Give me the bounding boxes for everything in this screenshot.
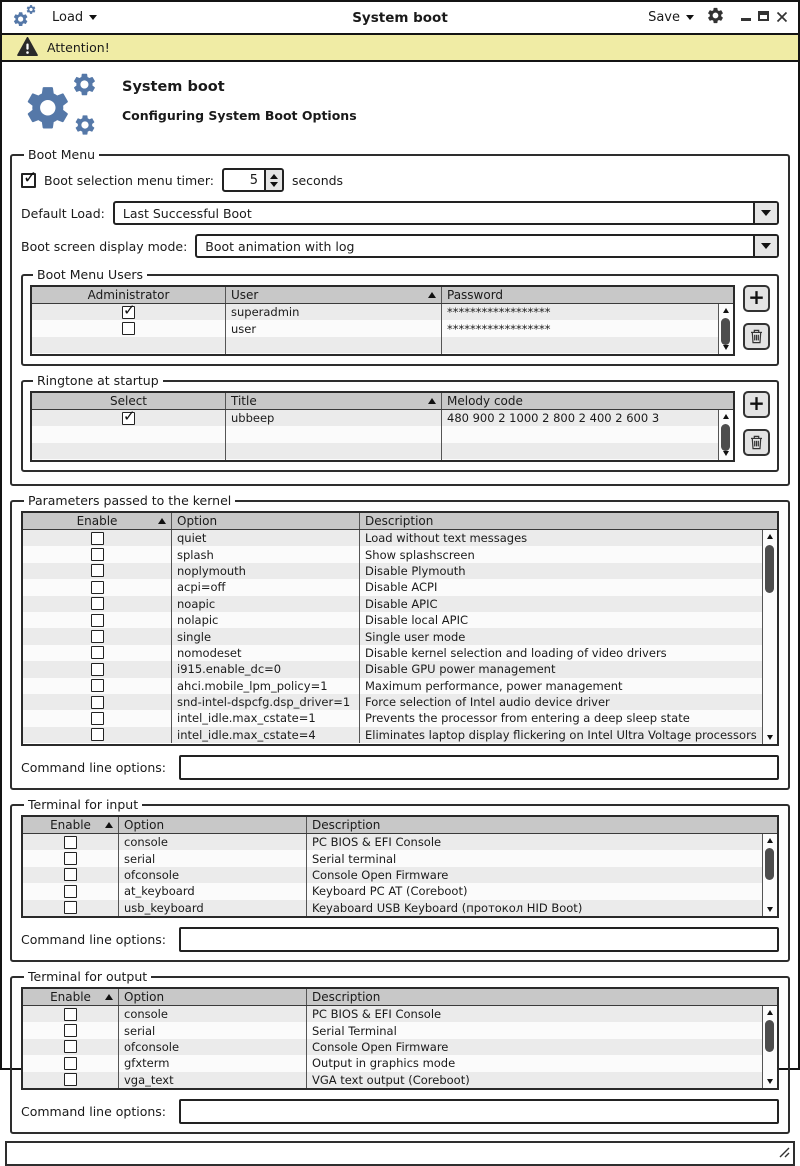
scroll-up-button[interactable] — [763, 834, 777, 847]
table-row[interactable] — [23, 530, 762, 546]
description-cell: Eliminates laptop display flickering on Intel Ultra Voltage processors — [365, 727, 757, 742]
timer-spinner[interactable] — [222, 168, 284, 192]
enable-checkbox[interactable] — [64, 885, 77, 898]
kernel-params-table — [21, 511, 779, 746]
trash-icon — [750, 329, 763, 344]
sort-ascending-icon — [105, 994, 113, 1000]
title-cell: ubbeep — [231, 411, 275, 426]
boot-menu-users-section — [21, 267, 779, 366]
option-cell: ofconsole — [124, 867, 180, 882]
table-row[interactable] — [23, 850, 762, 866]
terminal-output-legend: Terminal for output — [28, 969, 148, 984]
description-cell: Disable APIC — [365, 596, 438, 611]
table-header-row — [23, 989, 777, 1006]
scrollbar-track[interactable] — [763, 543, 777, 731]
system-boot-gears-icon — [22, 71, 106, 143]
page-header — [2, 62, 798, 147]
table-row[interactable] — [23, 596, 762, 612]
option-cell: nolapic — [177, 613, 219, 628]
enable-checkbox[interactable] — [64, 1024, 77, 1037]
timer-checkbox[interactable] — [21, 173, 36, 188]
enable-checkbox[interactable] — [91, 712, 104, 725]
enable-checkbox[interactable] — [64, 1008, 77, 1021]
option-cell: usb_keyboard — [124, 900, 204, 915]
scrollbar-track[interactable] — [763, 847, 777, 903]
description-cell: Keyboard PC AT (Coreboot) — [312, 884, 468, 899]
table-row[interactable] — [23, 1022, 762, 1038]
display-mode-select[interactable] — [195, 234, 779, 258]
sort-ascending-icon — [428, 292, 436, 298]
ringtone-table — [30, 391, 735, 462]
table-row[interactable] — [23, 661, 762, 677]
column-header-description[interactable]: Description — [306, 989, 777, 1005]
status-bar — [5, 1141, 795, 1166]
description-cell: PC BIOS & EFI Console — [312, 1007, 442, 1022]
description-cell: Load without text messages — [365, 531, 528, 546]
option-cell: gfxterm — [124, 1056, 170, 1071]
table-row[interactable] — [23, 546, 762, 562]
terminal-output-cmdline-input[interactable] — [179, 1099, 779, 1124]
enable-checkbox[interactable] — [64, 1057, 77, 1070]
select-checkbox[interactable] — [122, 412, 135, 425]
column-header-option[interactable]: Option — [171, 513, 359, 529]
table-row[interactable] — [32, 410, 718, 426]
enable-checkbox[interactable] — [91, 548, 104, 561]
attention-label: Attention! — [47, 40, 110, 55]
table-row[interactable] — [23, 694, 762, 710]
maximize-button[interactable] — [758, 11, 769, 21]
enable-checkbox[interactable] — [91, 728, 104, 741]
enable-checkbox[interactable] — [91, 696, 104, 709]
option-cell: acpi=off — [177, 580, 226, 595]
triangle-down-icon — [723, 345, 729, 350]
terminal-input-section — [10, 797, 790, 962]
description-cell: Prevents the processor from entering a deep sleep state — [365, 711, 690, 726]
description-cell: Console Open Firmware — [312, 867, 449, 882]
scrollbar-track[interactable] — [763, 1019, 777, 1075]
triangle-up-icon — [723, 414, 729, 419]
enable-checkbox[interactable] — [91, 679, 104, 692]
enable-checkbox[interactable] — [64, 868, 77, 881]
enable-checkbox[interactable] — [64, 1040, 77, 1053]
option-cell: single — [177, 629, 212, 644]
default-load-value: Last Successful Boot — [122, 206, 252, 221]
option-cell: nomodeset — [177, 645, 242, 660]
column-header-select[interactable]: Select — [109, 394, 148, 408]
display-mode-value: Boot animation with log — [205, 239, 355, 254]
description-cell: Keyaboard USB Keyboard (протокол HID Boot) — [312, 900, 583, 915]
terminal-input-table — [21, 815, 779, 918]
description-cell: Disable GPU power management — [365, 662, 556, 677]
option-cell: quiet — [177, 531, 207, 546]
chevron-down-icon — [761, 210, 771, 216]
enable-checkbox[interactable] — [64, 852, 77, 865]
table-row — [32, 353, 718, 354]
default-load-label: Default Load: — [21, 205, 105, 221]
cmdline-label: Command line options: — [21, 1104, 167, 1119]
description-cell: Console Open Firmware — [312, 1039, 449, 1054]
table-row[interactable] — [23, 710, 762, 726]
scrollbar-track[interactable] — [719, 423, 733, 447]
cmdline-label: Command line options: — [21, 932, 167, 947]
description-cell: Output in graphics mode — [312, 1056, 456, 1071]
table-row[interactable] — [23, 1006, 762, 1022]
table-row[interactable] — [23, 1072, 762, 1088]
table-header-row — [23, 817, 777, 834]
plus-icon: + — [748, 391, 765, 415]
chevron-down-icon — [686, 15, 694, 20]
triangle-up-icon — [767, 838, 773, 843]
column-header-user[interactable]: User — [225, 287, 441, 303]
option-cell: i915.enable_dc=0 — [177, 662, 282, 677]
display-mode-label: Boot screen display mode: — [21, 238, 188, 254]
option-cell: ahci.mobile_lpm_policy=1 — [177, 678, 328, 693]
load-menu-button[interactable] — [52, 10, 97, 25]
description-cell: Disable local APIC — [365, 613, 468, 628]
table-row — [32, 443, 718, 459]
add-user-button[interactable] — [743, 285, 770, 312]
vertical-scrollbar[interactable] — [762, 1006, 777, 1088]
close-button[interactable] — [776, 8, 788, 27]
enable-checkbox[interactable] — [91, 597, 104, 610]
melody-cell: 480 900 2 1000 2 800 2 400 2 600 3 — [447, 411, 660, 426]
dropdown-button[interactable] — [753, 203, 777, 223]
table-row — [32, 459, 718, 460]
save-menu-label: Save — [648, 10, 680, 25]
scroll-down-button[interactable] — [763, 903, 777, 916]
page-subtitle: Configuring System Boot Options — [122, 108, 357, 123]
option-cell: splash — [177, 547, 214, 562]
boot-menu-users-legend: Boot Menu Users — [37, 267, 144, 282]
save-menu-button[interactable] — [648, 10, 694, 25]
enable-checkbox[interactable] — [91, 646, 104, 659]
trash-icon — [750, 435, 763, 450]
vertical-scrollbar[interactable] — [718, 304, 733, 354]
triangle-down-icon — [767, 1079, 773, 1084]
enable-checkbox[interactable] — [91, 532, 104, 545]
option-cell: noplymouth — [177, 563, 246, 578]
kernel-params-section — [10, 493, 790, 790]
boot-menu-legend: Boot Menu — [28, 147, 96, 162]
description-cell: Disable Plymouth — [365, 563, 466, 578]
column-header-administrator[interactable]: Administrator — [87, 288, 170, 302]
triangle-down-icon — [767, 907, 773, 912]
page-title: System boot — [122, 79, 225, 95]
table-row[interactable] — [32, 320, 718, 336]
ringtone-legend: Ringtone at startup — [37, 373, 159, 388]
spin-up-icon — [270, 174, 278, 179]
warning-icon — [17, 37, 38, 59]
password-cell: ****************** — [447, 321, 551, 336]
boot-menu-users-table — [30, 285, 735, 356]
column-header-title[interactable]: Title — [225, 393, 441, 409]
enable-checkbox[interactable] — [64, 901, 77, 914]
app-gears-icon — [12, 4, 40, 32]
plus-icon: + — [748, 285, 765, 309]
chevron-down-icon — [89, 15, 97, 20]
table-header-row — [32, 393, 733, 410]
scroll-up-button[interactable] — [719, 410, 733, 423]
enable-checkbox[interactable] — [64, 1073, 77, 1086]
option-cell: serial — [124, 1023, 156, 1038]
column-header-enable[interactable]: Enable — [23, 817, 118, 833]
spinner-buttons[interactable] — [264, 170, 282, 190]
table-row[interactable] — [23, 883, 762, 899]
add-ringtone-button[interactable] — [743, 391, 770, 418]
option-cell: noapic — [177, 596, 216, 611]
option-cell: ofconsole — [124, 1039, 180, 1054]
table-row — [32, 337, 718, 353]
scroll-down-button[interactable] — [763, 1075, 777, 1088]
scroll-up-button[interactable] — [719, 304, 733, 317]
option-cell: at_keyboard — [124, 884, 195, 899]
vertical-scrollbar[interactable] — [762, 834, 777, 916]
scrollbar-thumb[interactable] — [765, 1020, 774, 1052]
column-header-option[interactable]: Option — [118, 817, 306, 833]
enable-checkbox[interactable] — [91, 564, 104, 577]
description-cell: Disable kernel selection and loading of video drivers — [365, 645, 667, 660]
boot-menu-section — [10, 147, 790, 486]
table-row[interactable] — [23, 645, 762, 661]
table-header-row — [23, 513, 777, 530]
timer-label: Boot selection menu timer: — [44, 172, 214, 188]
user-cell: superadmin — [231, 305, 300, 320]
table-row[interactable] — [23, 1055, 762, 1071]
enable-checkbox[interactable] — [91, 663, 104, 676]
enable-checkbox[interactable] — [91, 614, 104, 627]
option-cell: snd-intel-dspcfg.dsp_driver=1 — [177, 695, 351, 710]
table-row[interactable] — [23, 579, 762, 595]
password-cell: ****************** — [447, 305, 551, 320]
table-row[interactable] — [23, 867, 762, 883]
description-cell: Serial Terminal — [312, 1023, 397, 1038]
kernel-cmdline-input[interactable] — [179, 755, 779, 780]
table-row[interactable] — [23, 900, 762, 916]
option-cell: intel_idle.max_cstate=4 — [177, 727, 316, 742]
option-cell: vga_text — [124, 1072, 174, 1087]
dropdown-button[interactable] — [753, 236, 777, 256]
description-cell: Disable ACPI — [365, 580, 438, 595]
settings-gear-icon[interactable] — [706, 6, 725, 29]
scroll-down-button[interactable] — [763, 731, 777, 744]
table-row[interactable] — [23, 678, 762, 694]
hexagon-pattern — [114, 62, 459, 147]
table-row[interactable] — [23, 834, 762, 850]
table-row[interactable] — [23, 563, 762, 579]
scrollbar-track[interactable] — [719, 317, 733, 341]
vertical-scrollbar[interactable] — [718, 410, 733, 460]
resize-grip[interactable] — [777, 1143, 790, 1162]
delete-user-button[interactable] — [743, 323, 770, 350]
scrollbar-thumb[interactable] — [721, 424, 730, 451]
scrollbar-thumb[interactable] — [721, 318, 730, 345]
scrollbar-thumb[interactable] — [765, 848, 774, 880]
scroll-up-button[interactable] — [763, 530, 777, 543]
enable-checkbox[interactable] — [91, 630, 104, 643]
column-header-description[interactable]: Description — [306, 817, 777, 833]
table-row — [32, 426, 718, 442]
sort-ascending-icon — [428, 398, 436, 404]
option-cell: intel_idle.max_cstate=1 — [177, 711, 316, 726]
chevron-down-icon — [761, 243, 771, 249]
minimize-button[interactable] — [741, 18, 751, 21]
table-row[interactable] — [23, 628, 762, 644]
administrator-checkbox[interactable] — [122, 306, 135, 319]
option-cell: serial — [124, 851, 156, 866]
terminal-output-table — [21, 987, 779, 1090]
column-header-enable[interactable]: Enable — [23, 989, 118, 1005]
table-row[interactable] — [32, 304, 718, 320]
default-load-select[interactable] — [113, 201, 779, 225]
ringtone-section — [21, 373, 779, 472]
table-row[interactable] — [23, 612, 762, 628]
sort-ascending-icon — [105, 822, 113, 828]
description-cell: Maximum performance, power management — [365, 678, 623, 693]
kernel-params-legend: Parameters passed to the kernel — [28, 493, 232, 508]
timer-unit-label: seconds — [291, 172, 344, 188]
triangle-down-icon — [767, 735, 773, 740]
enable-checkbox[interactable] — [91, 581, 104, 594]
scrollbar-thumb[interactable] — [765, 545, 774, 593]
column-header-melody-code[interactable]: Melody code — [441, 393, 733, 409]
option-cell: console — [124, 1007, 168, 1022]
cmdline-label: Command line options: — [21, 760, 167, 775]
description-cell: VGA text output (Coreboot) — [312, 1072, 470, 1087]
table-row[interactable] — [23, 727, 762, 743]
window-title: System boot — [352, 9, 448, 26]
user-cell: user — [231, 321, 257, 336]
administrator-checkbox[interactable] — [122, 322, 135, 335]
enable-checkbox[interactable] — [64, 836, 77, 849]
description-cell: Force selection of Intel audio device driver — [365, 695, 610, 710]
attention-bar — [2, 35, 798, 62]
column-header-enable[interactable]: Enable — [23, 513, 171, 529]
load-menu-label: Load — [52, 10, 84, 25]
column-header-option[interactable]: Option — [118, 989, 306, 1005]
triangle-up-icon — [767, 534, 773, 539]
triangle-up-icon — [767, 1010, 773, 1015]
delete-ringtone-button[interactable] — [743, 429, 770, 456]
timer-value: 5 — [249, 173, 258, 188]
description-cell: Show splashscreen — [365, 547, 475, 562]
vertical-scrollbar[interactable] — [762, 530, 777, 744]
description-cell: Serial terminal — [312, 851, 397, 866]
triangle-up-icon — [723, 308, 729, 313]
sort-ascending-icon — [158, 518, 166, 524]
terminal-input-cmdline-input[interactable] — [179, 927, 779, 952]
column-header-description[interactable]: Description — [359, 513, 777, 529]
option-cell: console — [124, 835, 168, 850]
triangle-down-icon — [723, 451, 729, 456]
scroll-up-button[interactable] — [763, 1006, 777, 1019]
spin-down-icon — [270, 182, 278, 187]
title-bar — [2, 2, 798, 35]
description-cell: PC BIOS & EFI Console — [312, 835, 442, 850]
column-header-password[interactable]: Password — [441, 287, 733, 303]
terminal-output-section — [10, 969, 790, 1134]
table-row[interactable] — [23, 1039, 762, 1055]
terminal-input-legend: Terminal for input — [28, 797, 139, 812]
table-header-row — [32, 287, 733, 304]
description-cell: Single user mode — [365, 629, 466, 644]
